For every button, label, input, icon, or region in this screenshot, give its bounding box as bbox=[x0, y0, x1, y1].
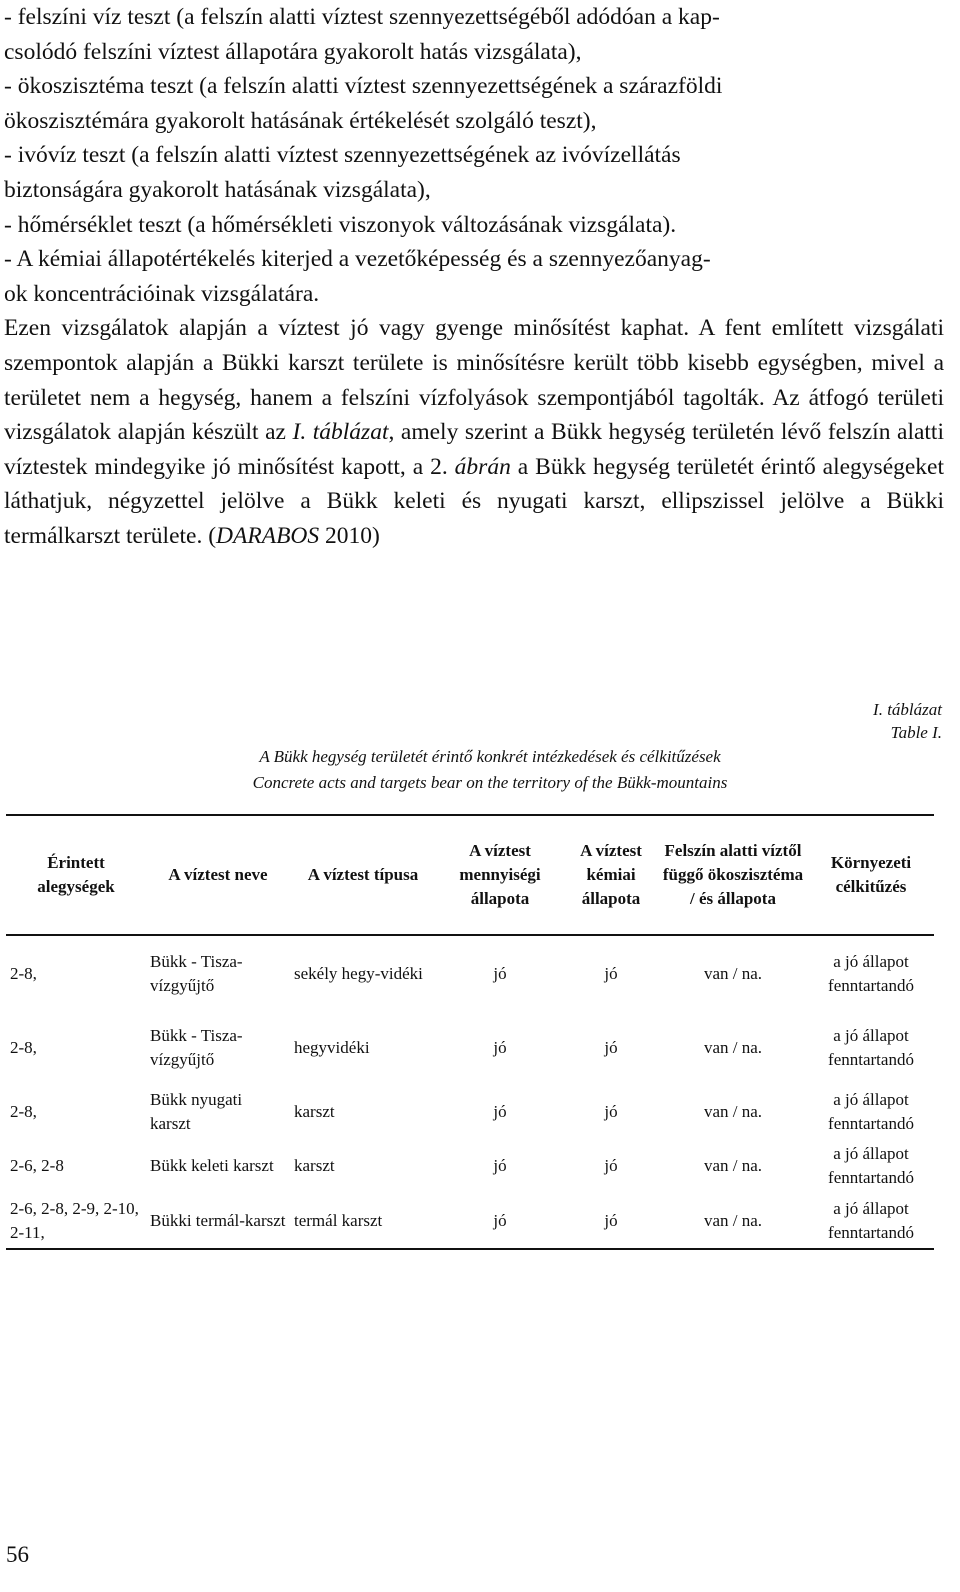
caption-hu: A Bükk hegység területét érintő konkrét intézkedések és célkitűzések bbox=[259, 747, 721, 766]
cell-subunit: 2-6, 2-8, 2-9, 2-10, 2-11, bbox=[6, 1193, 146, 1249]
cell-chemical-status: jó bbox=[604, 1102, 618, 1121]
cell-target: a jó állapot fenntartandó bbox=[828, 1090, 914, 1133]
cell-quantity-status: jó bbox=[493, 963, 507, 983]
cell-type: hegyvidéki bbox=[294, 1038, 370, 1057]
cell-water-body-name: Bükk keleti karszt bbox=[150, 1156, 274, 1175]
paragraph-text: , amely szerint a Bükk hegység területén lévő felszín alatti víztestek mindegyike jó minősítést kapott, a bbox=[4, 419, 944, 480]
header-cell: A víztest kémiai állapota bbox=[564, 815, 658, 935]
cell-water-body-name: Bükk - Tisza-vízgyűjtő bbox=[150, 951, 243, 995]
cell-quantity-status: jó bbox=[493, 1156, 507, 1175]
cell-ecosystem: van / na. bbox=[658, 1193, 808, 1249]
paragraph-text: a Bükk hegység területét érintő alegységeket láthatjuk, négyzettel jelölve a Bükk keleti és nyugati karszt, ellipszissel jelölve a Bükki termálkarszt területe. ( bbox=[4, 453, 945, 549]
table-row bbox=[6, 1085, 934, 1139]
figure-reference: ábrán bbox=[454, 453, 511, 480]
body-line: - ivóvíz teszt (a felszín alatti víztest szennyezettségének az ivóvízellátás bbox=[4, 142, 681, 169]
cell-water-body-name: Bükk - Tisza-vízgyűjtő bbox=[150, 1026, 243, 1069]
body-line: - ökoszisztéma teszt (a felszín alatti víztest szennyezettségének a szárazföldi bbox=[4, 73, 723, 100]
cell-type: karszt bbox=[294, 1156, 335, 1175]
body-line: - felszíni víz teszt (a felszín alatti víztest szennyezettségéből adódóan a kap- bbox=[4, 4, 720, 30]
cell-subunit: 2-8, bbox=[10, 963, 37, 983]
cell-chemical-status: jó bbox=[604, 1156, 618, 1175]
cell-ecosystem: van / na. bbox=[703, 963, 763, 983]
body-line: csolódó felszíni víztest állapotára gyakorolt hatás vizsgálata), bbox=[4, 38, 582, 65]
cell-quantity-status: jó bbox=[493, 1102, 507, 1121]
table-label bbox=[873, 698, 942, 744]
cell-type: karszt bbox=[294, 1102, 335, 1121]
cell-quantity-status: jó bbox=[436, 1193, 564, 1249]
cell-ecosystem: van / na. bbox=[703, 1156, 763, 1175]
cell-subunit: 2-8, bbox=[10, 1038, 37, 1057]
header-cell: A víztest neve bbox=[146, 815, 290, 935]
body-line: biztonságára gyakorolt hatásának vizsgálata), bbox=[4, 176, 431, 203]
table-row bbox=[6, 1139, 934, 1193]
page-number: 56 bbox=[6, 1542, 29, 1567]
cell-chemical-status: jó bbox=[604, 963, 618, 983]
cell-subunit: 2-8, bbox=[10, 1102, 37, 1121]
body-paragraph bbox=[4, 311, 944, 553]
header-cell: Felszín alatti víztől függő ökoszisztéma / és állapota bbox=[658, 815, 808, 935]
table-header-row bbox=[6, 815, 934, 935]
header-cell: Környezeti célkitűzés bbox=[808, 815, 934, 935]
body-line: ok koncentrációinak vizsgálatára. bbox=[4, 280, 320, 307]
cell-target: a jó állapot fenntartandó bbox=[828, 951, 914, 995]
paragraph-text: Ezen vizsgálatok alapján a víztest jó vagy gyenge minősítést kaphat. A fent említett vizsgálati szempontok alapján a Bükki karszt területe is minősítésre került több kisebb egységben, mivel a területet nem a hegység, hanem a felszíni vízfolyások szempontjából tagolták. Az átfogó területi vizsgálatok alapján készült az bbox=[4, 315, 944, 446]
cell-target: a jó állapot fenntartandó bbox=[828, 1144, 914, 1187]
cell-quantity-status: jó bbox=[493, 1038, 507, 1057]
table-reference: I. táblázat bbox=[292, 419, 389, 446]
table-row bbox=[6, 1011, 934, 1085]
cell-water-body-name: Bükk nyugati karszt bbox=[150, 1090, 243, 1133]
table-label-hu: I. táblázat bbox=[873, 700, 942, 719]
cell-target: a jó állapot fenntartandó bbox=[808, 1193, 934, 1249]
cell-water-body-name: Bükki termál-karszt bbox=[146, 1193, 290, 1249]
body-text bbox=[4, 0, 944, 554]
table-label-en: Table I. bbox=[890, 723, 942, 742]
caption-en: Concrete acts and targets bear on the territory of the Bükk-mountains bbox=[252, 773, 728, 792]
body-line: - hőmérséklet teszt (a hőmérsékleti viszonyok változásának vizsgálata). bbox=[4, 211, 677, 238]
cell-subunit: 2-6, 2-8 bbox=[10, 1156, 64, 1175]
citation-year: 2010) bbox=[319, 522, 380, 549]
body-line: - A kémiai állapotértékelés kiterjed a vezetőképesség és a szennyezőanyag- bbox=[4, 246, 711, 273]
data-table bbox=[6, 814, 934, 1250]
cell-ecosystem: van / na. bbox=[703, 1102, 763, 1121]
table-row bbox=[6, 1193, 934, 1249]
header-cell: A víztest típusa bbox=[290, 815, 436, 935]
cell-type: termál karszt bbox=[290, 1193, 436, 1249]
body-line: ökoszisztémára gyakorolt hatásának értékelését szolgáló teszt), bbox=[4, 107, 597, 134]
cell-target: a jó állapot fenntartandó bbox=[828, 1026, 914, 1069]
cell-chemical-status: jó bbox=[564, 1193, 658, 1249]
header-cell: A víztest mennyiségi állapota bbox=[436, 815, 564, 935]
table-caption bbox=[180, 744, 800, 796]
table-row bbox=[6, 935, 934, 1011]
cell-ecosystem: van / na. bbox=[703, 1038, 763, 1057]
figure-reference-number: 2. bbox=[430, 453, 448, 480]
header-cell: Érintett alegységek bbox=[6, 815, 146, 935]
cell-type: sekély hegy-vidéki bbox=[294, 963, 423, 983]
cell-chemical-status: jó bbox=[604, 1038, 618, 1057]
citation-author: DARABOS bbox=[216, 522, 320, 549]
